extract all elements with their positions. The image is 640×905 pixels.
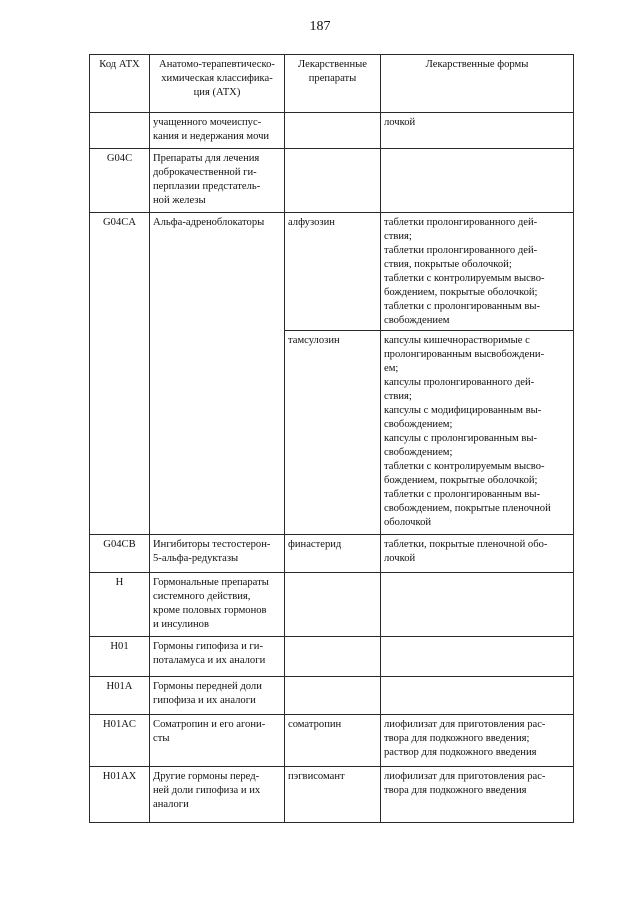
preparation-cell: тамсулозин	[285, 331, 381, 535]
table-row	[90, 573, 574, 637]
forms-cell: таблетки, покрытые пленочной обо- лочкой	[381, 535, 574, 573]
forms-cell	[381, 677, 574, 715]
table-row	[90, 535, 574, 573]
atx-table	[89, 54, 574, 823]
preparation-cell: соматропин	[285, 715, 381, 767]
forms-cell: лочкой	[381, 113, 574, 149]
classification-cell: Другие гормоны перед- ней доли гипофиза и их аналоги	[150, 767, 285, 823]
classification-cell: Соматропин и его агони- сты	[150, 715, 285, 767]
preparation-cell	[285, 637, 381, 677]
preparation-cell	[285, 573, 381, 637]
table-row	[90, 113, 574, 149]
table-row	[90, 637, 574, 677]
classification-cell: Гормональные препараты системного действия, кроме половых гормонов и инсулинов	[150, 573, 285, 637]
atx-code-cell	[90, 113, 150, 149]
table-row	[90, 213, 574, 331]
forms-cell: лиофилизат для приготовления рас- твора для подкожного введения; раствор для подкожного введения	[381, 715, 574, 767]
classification-cell: Гормоны передней доли гипофиза и их аналоги	[150, 677, 285, 715]
preparation-cell: алфузозин	[285, 213, 381, 331]
forms-cell	[381, 637, 574, 677]
forms-cell: капсулы кишечнорастворимые с пролонгированным высвобождени- ем; капсулы пролонгированного дей- ствия; капсулы с модифицированным вы- свобождением; капсулы с пролонгированным вы- свобождением; таблетки с контролируемым высво- бождением, покрытые оболочкой; таблетки с пролонгированным вы- свобождением, покрытые пленочной оболочкой	[381, 331, 574, 535]
classification-cell: Ингибиторы тестостерон- 5-альфа-редуктазы	[150, 535, 285, 573]
table-row	[90, 149, 574, 213]
classification-cell: Препараты для лечения доброкачественной ги- перплазии предстатель- ной железы	[150, 149, 285, 213]
forms-cell: таблетки пролонгированного дей- ствия; таблетки пролонгированного дей- ствия, покрытые оболочкой; таблетки с контролируемым высво- бождением, покрытые оболочкой; таблетки с пролонгированным вы- свобождением	[381, 213, 574, 331]
preparation-cell	[285, 677, 381, 715]
classification-cell: Гормоны гипофиза и ги- поталамуса и их аналоги	[150, 637, 285, 677]
header-forms: Лекарственные формы	[381, 55, 574, 113]
atx-code-cell: H01A	[90, 677, 150, 715]
atx-code-cell: H01AX	[90, 767, 150, 823]
classification-cell: Альфа-адреноблокаторы	[150, 213, 285, 535]
header-classification: Анатомо-терапевтическо- химическая классифика- ция (АТХ)	[150, 55, 285, 113]
page-number: 187	[309, 19, 331, 34]
preparation-cell	[285, 149, 381, 213]
atx-code-cell: G04C	[90, 149, 150, 213]
table-header-row	[90, 55, 574, 113]
atx-code-cell: H	[90, 573, 150, 637]
forms-cell	[381, 573, 574, 637]
table-row	[90, 767, 574, 823]
table-row	[90, 715, 574, 767]
atx-code-cell: G04CA	[90, 213, 150, 535]
atx-code-cell: G04CB	[90, 535, 150, 573]
atx-code-cell: H01	[90, 637, 150, 677]
classification-cell: учащенного мочеиспус- кания и недержания мочи	[150, 113, 285, 149]
preparation-cell	[285, 113, 381, 149]
header-preparations: Лекарственные препараты	[285, 55, 381, 113]
preparation-cell: финастерид	[285, 535, 381, 573]
table-row	[90, 677, 574, 715]
forms-cell: лиофилизат для приготовления рас- твора для подкожного введения	[381, 767, 574, 823]
atx-code-cell: H01AC	[90, 715, 150, 767]
header-code: Код АТХ	[90, 55, 150, 113]
preparation-cell: пэгвисомант	[285, 767, 381, 823]
forms-cell	[381, 149, 574, 213]
